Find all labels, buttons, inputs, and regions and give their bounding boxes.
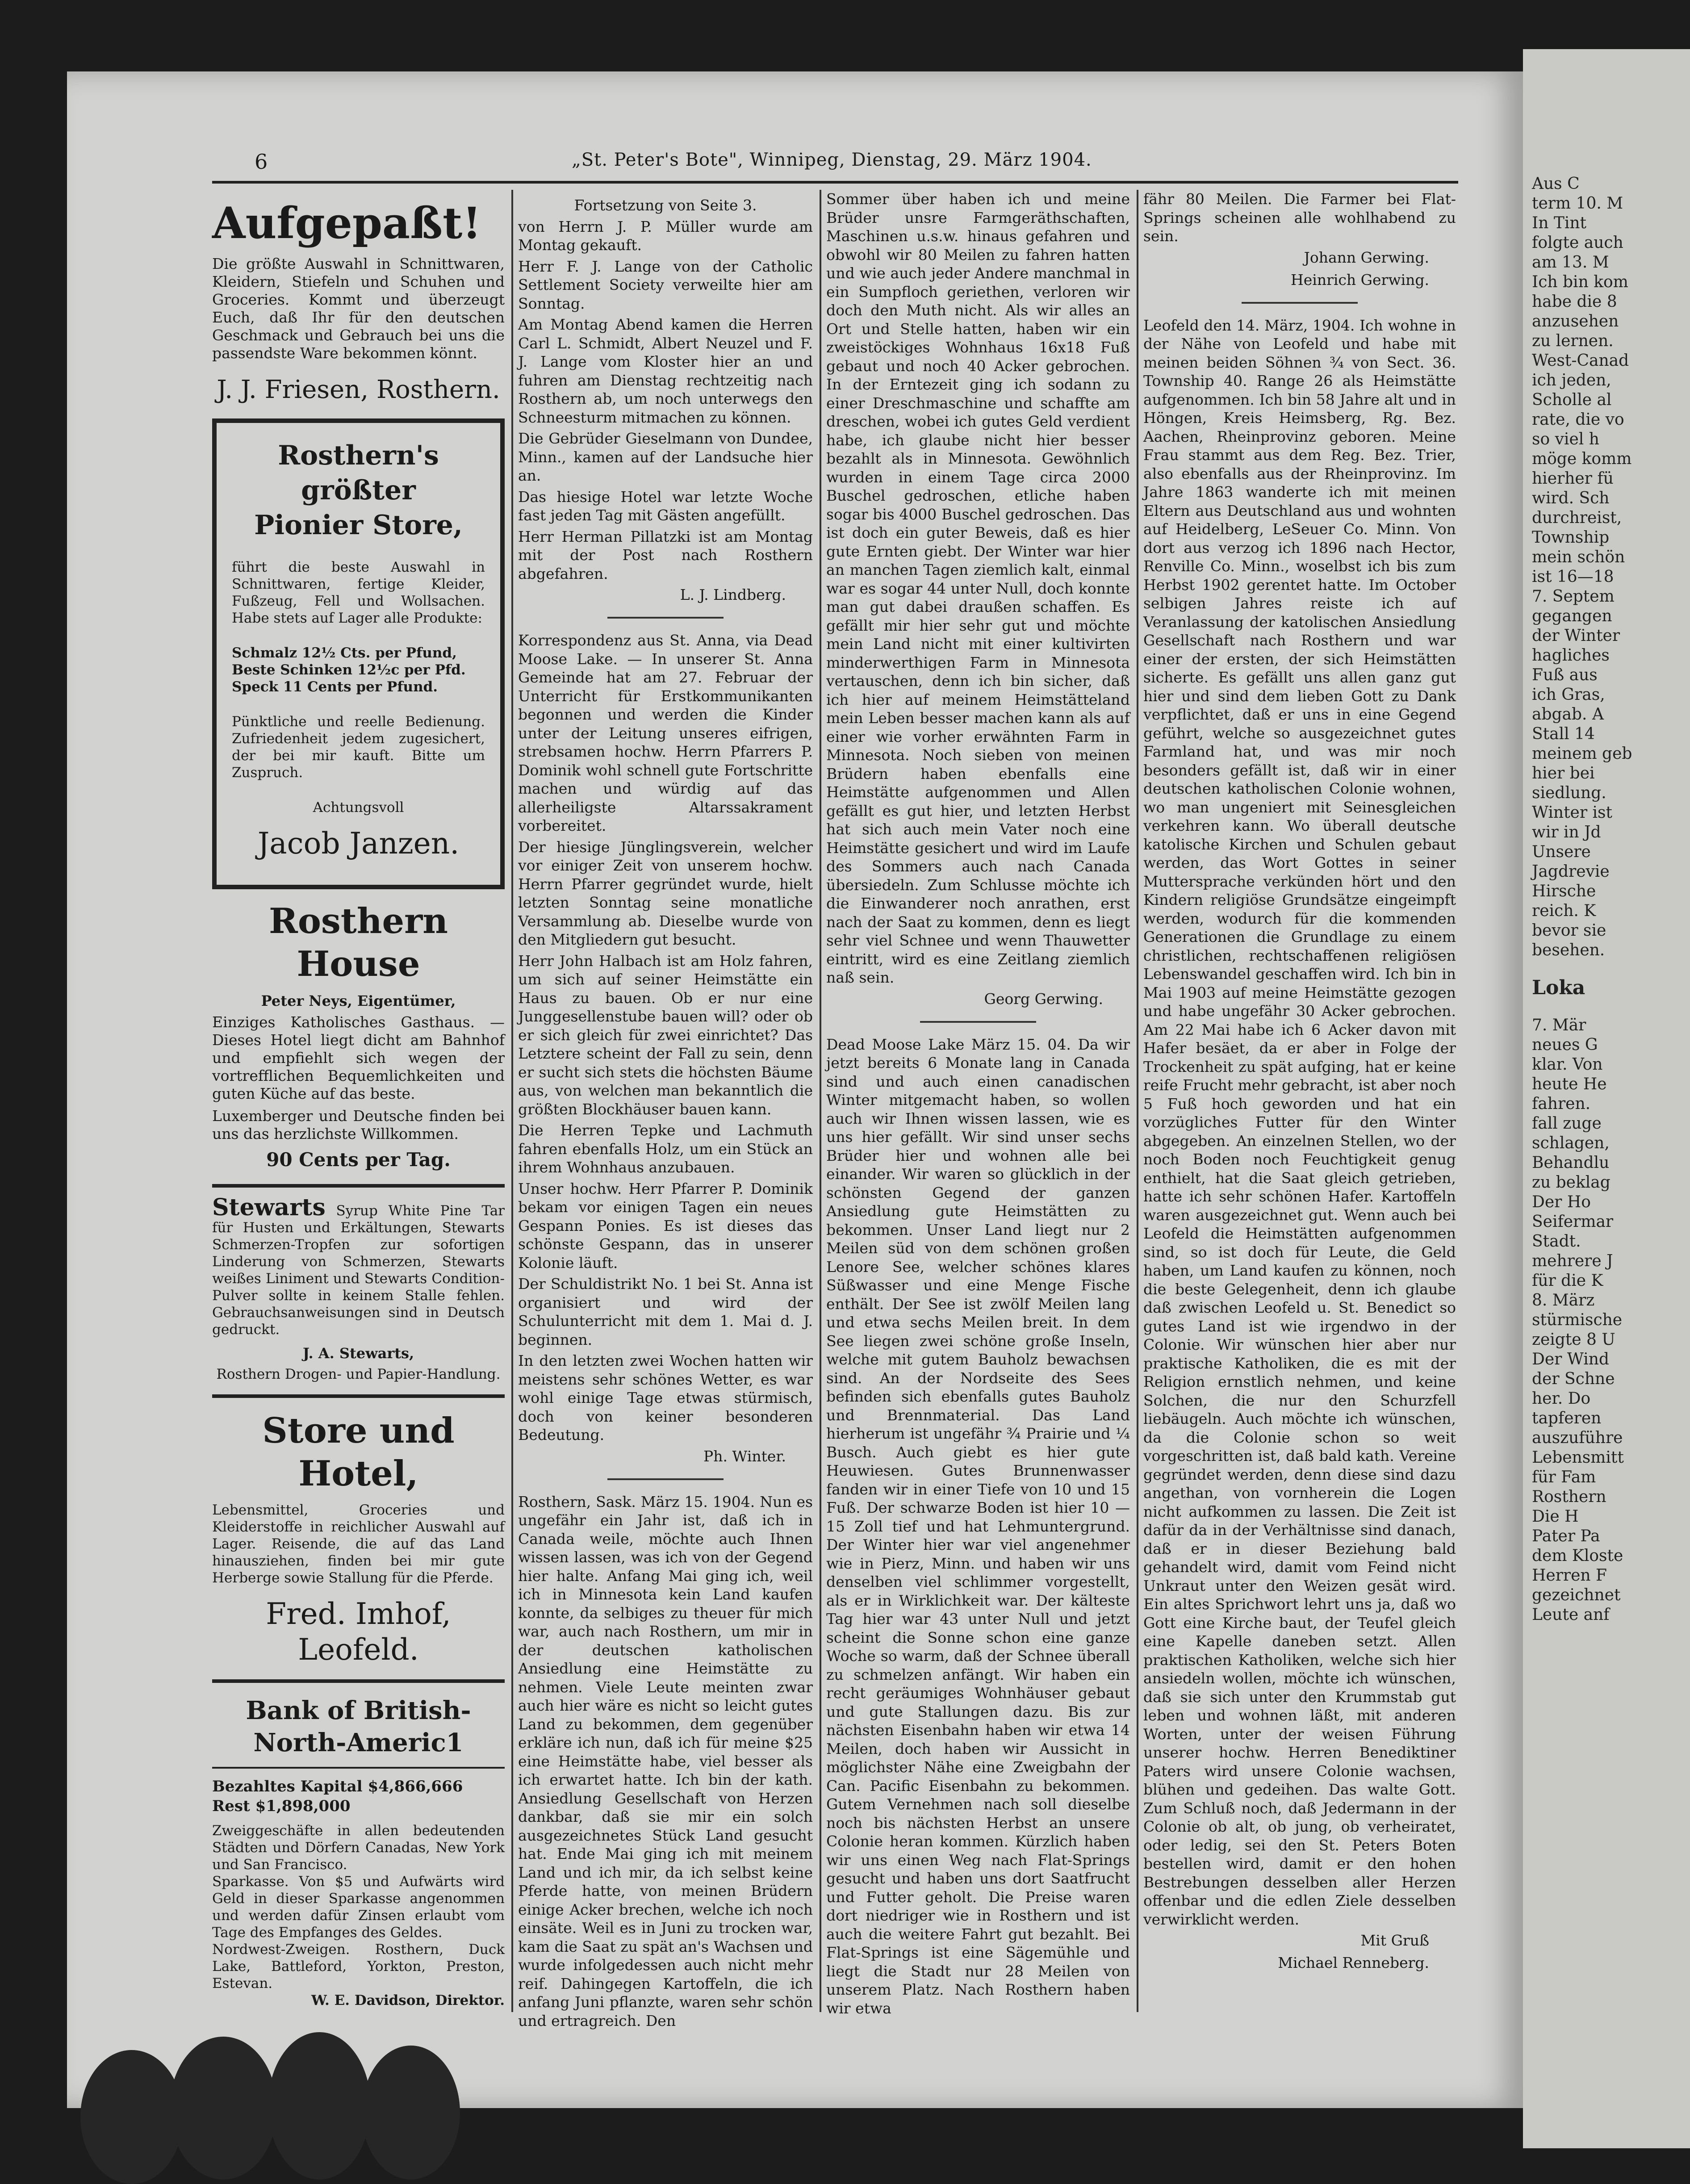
- edge-line: Stadt.: [1532, 1232, 1581, 1251]
- edge-line: heute He: [1532, 1075, 1607, 1093]
- edge-line: dem Kloste: [1532, 1547, 1623, 1565]
- edge-line: term 10. M: [1532, 194, 1623, 213]
- paragraph: Das hiesige Hotel war letzte Woche fast jeden Tag mit Gästen angefüllt.: [518, 488, 813, 524]
- paragraph: Dead Moose Lake März 15. 04. Da wir jetzt bereits 6 Monate lang in Canada sind und auch einen canadischen Winter mitgemacht haben, so wollen auch wir Ihnen wissen lassen, wie es uns hier gefällt. Wir sind unser sechs Brüder hier und wohnen alle bei einander. Wir waren so glücklich in der schönsten Gegend der ganzen Ansiedlung gute Heimstätten zu bekommen. Unser Land liegt nur 2 Meilen süd von dem schönen großen Lenore See, welcher schönes klares Süßwasser und eine Menge Fische enthält. Der See ist zwölf Meilen lang und etwa sechs Meilen breit. In dem See liegen zwei schöne große Inseln, welche mit gutem Bauholz bewachsen sind. An der Nordseite des Sees befinden sich ebenfalls gutes Bauholz und Brennmaterial. Das Land hierherum ist ungefähr ¾ Prairie und ¼ Busch. Auch giebt es hier gute Heuwiesen. Gutes Brunnenwasser fanden wir in einer Tiefe von 10 und 15 Fuß. Der schwarze Boden ist hier 10 — 15 Zoll tief und hat Lehmuntergrund. Der Winter hier war viel angenehmer wie in Pierz, Minn. und haben wir uns denselben viel schlimmer vorgestellt, als er in Wirklichkeit war. Der kälteste Tag hier war 43 unter Null und jetzt scheint die Sonne schon eine ganze Woche so warm, daß der Schnee überall zu schmelzen anfängt. Wir haben ein recht geräumiges Wohnhäuser gebaut und gute Stallungen dazu. Bis zur nächsten Eisenbahn haben wir etwa 14 Meilen, doch haben wir Aussicht in möglichster Nähe eine Zweigbahn der Can. Pacific Eisenbahn zu bekommen. Gutem Vernehmen nach soll dieselbe noch bis nächsten Herbst an unsere Colonie heran kommen. Kürzlich haben wir uns einen Weg nach Flat-Springs gesucht und haben uns dort Saatfrucht und Futter geholt. Die Preise waren dort niedriger wie in Rosthern und ist auch die weitere Fahrt gut bezahlt. Bei Flat-Springs ist eine Sägemühle und liegt die Stadt nur 28 Meilen von unserem Platz. Nach Rosthern haben wir etwa: [826, 1035, 1130, 2017]
- continued-note: Fortsetzung von Seite 3.: [574, 197, 757, 214]
- article-signature: Heinrich Gerwing.: [1290, 271, 1429, 289]
- edge-line: klar. Von: [1532, 1055, 1603, 1074]
- edge-line: Scholle al: [1532, 391, 1612, 409]
- edge-line: zu lernen.: [1532, 332, 1614, 350]
- edge-line: bevor sie: [1532, 921, 1606, 940]
- article-separator: [1242, 302, 1358, 304]
- ad-regards: Achtungsvoll: [313, 799, 404, 816]
- ad-body: Die größte Auswahl in Schnittwaren, Kleidern, Stiefeln und Schuhen und Groceries. Kommt und überzeugt Euch, daß Ihr für den deutschen Geschmack und Gebrauch bei uns die passendste Ware bekommen könnt.: [212, 255, 505, 362]
- edge-line: ich Gras,: [1532, 686, 1605, 704]
- ad-body: Pünktliche und reelle Bedienung. Zufriedenheit jedem zugesichert, der bei mir kauft. Bitte um Zuspruch.: [232, 714, 485, 781]
- ad-signature: J. A. Stewarts,: [302, 1345, 414, 1362]
- edge-line: rate, die vo: [1532, 410, 1624, 429]
- edge-heading: Loka: [1532, 976, 1585, 999]
- paragraph: von Herrn J. P. Müller wurde am Montag gekauft.: [518, 218, 813, 254]
- ad-title: Store und Hotel,: [262, 1410, 455, 1494]
- edge-line: Winter ist: [1532, 803, 1612, 822]
- bank-rest: [212, 1796, 505, 1816]
- paragraph: Der Schuldistrikt No. 1 bei St. Anna ist organisiert und wird der Schulunterricht mit dem 1. Mai d. J. beginnen.: [518, 1275, 813, 1348]
- edge-line: siedlung.: [1532, 784, 1606, 802]
- ad-body: Sparkasse. Von $5 und Aufwärts wird Geld in dieser Sparkasse angenommen und werden dafür Zinsen erlaubt vom Tage des Empfanges des Geldes.: [212, 1874, 505, 1941]
- edge-line: auszuführe: [1532, 1429, 1623, 1447]
- edge-line: meinem geb: [1532, 745, 1632, 763]
- paragraph: Unser hochw. Herr Pfarrer P. Dominik bekam vor einigen Tagen ein neues Gespann Ponies. Es ist dieses das schönste Gespann, das in unserer Kolonie läuft.: [518, 1180, 813, 1272]
- ad-signature: Fred. Imhof, Leofeld.: [266, 1597, 451, 1667]
- edge-line: wir in Jd: [1532, 823, 1601, 841]
- edge-line: hier bei: [1532, 764, 1595, 782]
- edge-line: Der Wind: [1532, 1350, 1609, 1368]
- advertisement-column: [212, 190, 505, 2008]
- news-column-2: [518, 190, 813, 2029]
- article-signature: Ph. Winter.: [703, 1447, 786, 1465]
- edge-line: Behandlu: [1532, 1154, 1610, 1172]
- ad-signature: Rosthern Drogen- und Papier-Handlung.: [216, 1366, 501, 1382]
- edge-line: Fuß aus: [1532, 666, 1598, 684]
- edge-line: für die K: [1532, 1272, 1603, 1290]
- edge-line: stürmische: [1532, 1311, 1623, 1329]
- finger-shape: [268, 2032, 371, 2180]
- column-divider: [820, 190, 821, 2012]
- edge-line: 7. Mär: [1532, 1016, 1586, 1034]
- edge-line: her. Do: [1532, 1389, 1591, 1408]
- ad-title: Bank of British-North-Americ1: [246, 1696, 471, 1757]
- ad-signature: W. E. Davidson, Direktor.: [311, 1992, 505, 2008]
- bank-capital-value: $4,866,666: [368, 1778, 463, 1795]
- ad-divider: [212, 1767, 505, 1769]
- article-signature: L. J. Lindberg.: [680, 586, 786, 603]
- ad-divider: [212, 1679, 505, 1683]
- edge-line: zu beklag: [1532, 1173, 1611, 1192]
- ad-title: Rosthern's: [278, 440, 439, 471]
- ad-price: Beste Schinken 12½c per Pfd.: [232, 662, 466, 678]
- edge-line: ich jeden,: [1532, 371, 1611, 389]
- edge-line: abgab. A: [1532, 705, 1604, 724]
- header-rule: [212, 181, 1458, 184]
- edge-line: Rosthern: [1532, 1488, 1606, 1506]
- edge-line: durchreist,: [1532, 509, 1622, 527]
- edge-line: tapferen: [1532, 1409, 1602, 1427]
- finger-shape: [170, 2037, 277, 2180]
- ad-title: Pionier Store,: [254, 510, 463, 541]
- edge-line: neues G: [1532, 1036, 1598, 1054]
- paragraph: In den letzten zwei Wochen hatten wir meistens sehr schönes Wetter, es war wohl einige Tage etwas stürmisch, doch von keiner besonderen Bedeutung.: [518, 1352, 813, 1443]
- ad-price: 90 Cents per Tag.: [266, 1149, 451, 1171]
- paragraph: fähr 80 Meilen. Die Farmer bei Flat-Springs scheinen alle wohlhabend zu sein.: [1143, 190, 1456, 245]
- ad-body: [212, 1194, 505, 1338]
- article-greeting: Mit Gruß: [1360, 1932, 1429, 1949]
- bank-capital-label: Bezahltes Kapital: [212, 1778, 363, 1795]
- ad-divider: [212, 1394, 505, 1398]
- ad-title: größter: [301, 475, 416, 506]
- ad-body: Lebensmittel, Groceries und Kleiderstoffe in reichlicher Auswahl auf Lager. Reisende, die auf das Land hinausziehen, finden bei mir gute Herberge sowie Stallung für die Pferde.: [212, 1502, 505, 1586]
- article-separator: [607, 617, 724, 619]
- edge-line: habe die 8: [1532, 293, 1617, 311]
- edge-line: gezeichnet: [1532, 1586, 1621, 1604]
- edge-line: fahren.: [1532, 1095, 1591, 1113]
- ad-headline: Aufgepaßt!: [212, 198, 481, 248]
- paragraph: Herr Herman Pillatzki ist am Montag mit der Post nach Rosthern abgefahren.: [518, 527, 813, 582]
- ad-rosthern-house: [212, 900, 505, 1172]
- edge-line: Leute anf: [1532, 1606, 1610, 1624]
- ad-divider: [212, 1184, 505, 1188]
- article-signature: Johann Gerwing.: [1304, 248, 1429, 266]
- paragraph: Leofeld den 14. März, 1904. Ich wohne in der Nähe von Leofeld und habe mit meinen beiden Söhnen ¾ von Sect. 36. Township 40. Range 26 als Heimstätte aufgenommen. Ich bin 58 Jahre alt und in Höngen, Kreis Heimsberg, Rg. Bez. Aachen, Rheinprovinz geboren. Meine Frau stammt aus dem Reg. Bez. Trier, also ebenfalls aus der Rheinprovinz. Im Jahre 1863 wanderte ich mit meinen Eltern aus Deutschland aus und wohnten auf Heidelberg, LeSeuer Co. Minn. Von dort aus verzog ich 1896 nach Hector, Renville Co. Minn., woselbst ich bis zum Herbst 1902 gerentet hatte. Im October selbigen Jahres reiste ich auf Veranlassung der katolischen Ansiedlung Gesellschaft nach Rosthern und war einer der ersten, der sich Heimstätten sicherte. Es gefällt uns allen ganz gut hier und sind dem lieben Gott zu Dank verpflichtet, daß er uns in eine Gegend geführt, welche so ausgezeichnet gutes Farmland hat, und was mir noch besonders gefällt ist, daß wir in einer deutschen katholischen Colonie wohnen, wo man ungeniert mit Seinesgleichen verkehren kann. Wo überall deutsche katolische Kirchen und Schulen gebaut werden, das Wort Gottes in seiner Muttersprache verkünden hört und den Kindern religiöse Grundsätze eingeimpft werden, wodurch für die kommenden Generationen die Grundlage zu einem christlichen, rechtschaffenen religiösen Lebenswandel geschaffen wird. Ich bin in Mai 1903 auf meine Heimstätte gezogen und habe ungefähr 30 Acker gebrochen. Am 22 Mai habe ich 6 Acker davon mit Hafer besäet, da er aber in Folge der Trockenheit zu spät aufging, hat er keine reife Frucht mehr gebracht, ist aber noch 5 Fuß hoch geworden und hat ein vorzügliches Futter für den Winter abgegeben. An einzelnen Stellen, wo der noch Boden noch Feuchtigkeit genug enthielt, hat die Saat gleich getrieben, hatte ich sehr schönen Hafer. Kartoffeln waren ausgezeichnet gut. Wenn auch bei Leofeld die Heimstätten aufgenommen sind, so ist doch für Leute, die Geld haben, um Land kaufen zu können, noch die beste Gelegenheit, denn ich glaube daß zwischen Leofeld u. St. Benedict so gutes Land ist wie irgendwo in der Colonie. Wir wünschen hier aber nur praktische Katholiken, die es mit der Religion ernstlich nehmen, und keine Solchen, die nur den Schurzfell liebäugeln. Auch möchte ich wünschen, da die Colonie schon so weit vorgeschritten ist, daß bald kath. Vereine gegründet werden, denn diese sind dazu angethan, von vornherein die Logen nicht aufkommen zu lassen. Die Zeit ist dafür da in der Verhältnisse sind danach, daß er in dieser Beziehung bald gehandelt wird, damit vom Feind nicht Unkraut unter den Weizen gesät wird. Ein altes Sprichwort lehrt uns ja, daß wo Gott eine Kirche baut, der Teufel gleich eine Kapelle daneben setzt. Allen praktischen Katholiken, welche sich hier ansiedeln wollen, möchte ich wünschen, daß sie sich unter den Krummstab gut leben und wohnen läßt, mit anderen Worten, unter der weisen Führung unserer hochw. Herren Benediktiner Paters wird unsere Colonie wachsen, blühen und gedeihen. Das walte Gott. Zum Schluß noch, daß Jedermann in der Colonie ob alt, ob jung, ob verheiratet, oder ledig, sei den St. Peters Boten bestellen wird, damit er den hohen Bestrebungen desselben aller Herzen offenbar und die edlen Ziele desselben verwirklicht werden.: [1143, 316, 1456, 1928]
- ad-body: Nordwest-Zweigen. Rosthern, Duck Lake, Battleford, Yorkton, Preston, Estevan.: [212, 1941, 505, 1992]
- news-column-3: [826, 190, 1130, 2017]
- edge-line: Seifermar: [1532, 1213, 1614, 1231]
- edge-line: Pater Pa: [1532, 1527, 1600, 1545]
- page-number: 6: [255, 150, 268, 174]
- edge-line: schlagen,: [1532, 1134, 1610, 1152]
- paragraph: Die Gebrüder Gieselmann von Dundee, Minn., kamen auf der Landsuche hier an.: [518, 430, 813, 484]
- ad-body: führt die beste Auswahl in Schnittwaren, fertige Kleider, Fußzeug, Fell und Wollsachen. Habe stets auf Lager alle Produkte:: [232, 559, 485, 626]
- paragraph: Korrespondenz aus St. Anna, via Dead Moose Lake. — In unserer St. Anna Gemeinde hat am 27. Februar der Unterricht für Erstkommunikanten begonnen und werden die Kinder unter der Leitung unseres eifrigen, strebsamen hochw. Herrn Pfarrers P. Dominik wohl schnell gute Fortschritte machen und würdig auf das allerheiligste Altarssakrament vorbereitet.: [518, 632, 813, 834]
- edge-line: reich. K: [1532, 902, 1596, 920]
- edge-line: Ich bin kom: [1532, 273, 1628, 291]
- ad-signature: J. J. Friesen, Rosthern.: [217, 375, 500, 404]
- ad-body: Einziges Katholisches Gasthaus. — Dieses Hotel liegt dicht am Bahnhof und empfiehlt sich wegen der vortrefflichen Bequemlichkeiten und guten Küche auf das beste.: [212, 1013, 505, 1102]
- edge-line: besehen.: [1532, 941, 1605, 959]
- edge-line: anzusehen: [1532, 312, 1619, 331]
- ad-headline: Stewarts: [212, 1194, 326, 1221]
- bank-rest-label: Rest: [212, 1797, 250, 1815]
- edge-line: so viel h: [1532, 430, 1599, 448]
- ad-pionier-store: [212, 418, 505, 889]
- edge-line: Unsere: [1532, 843, 1591, 861]
- column-divider: [511, 190, 513, 2012]
- article-separator: [920, 1021, 1036, 1023]
- ad-owner: Peter Neys, Eigentümer,: [261, 992, 456, 1009]
- paragraph: Sommer über haben ich und meine Brüder unsre Farmgeräthschaften, Maschinen u.s.w. hinaus gefahren und obwohl wir 80 Meilen zu fahren hatten und wie auch jeder Andere manchmal in ein Sumpfloch geriethen, verloren wir doch den Muth nicht. Als wir alles an Ort und Stelle hatten, haben wir ein zweistöckiges Wohnhaus 16x18 Fuß gebaut und noch 40 Acker gebrochen. In der Erntezeit ging ich sodann zu einer Dreschmaschine und schaffte am dreschen, wobei ich gutes Geld verdient habe, ich glaube nicht hier besser bezahlt als in Minnesota. Gewöhnlich wurden in einem Tage circa 2000 Buschel gedroschen, etliche haben sogar bis 4000 Buschel gedroschen. Das ist doch ein guter Beweis, daß es hier gute Ernten giebt. Der Winter war hier an manchen Tagen ziemlich kalt, einmal war es sogar 44 unter Null, doch konnte man gut dabei draußen schaffen. Es gefällt mir hier sehr gut und möchte mein Land nicht mit einer kultivirten minderwerthigen Farm in Minnesota vertauschen, denn ich bin sicher, daß ich hier auf meinem Heimstätteland mein Leben besser machen kann als auf einer wie vorher erwähnten Farm in Minnesota. Noch sieben von meinen Brüdern haben ebenfalls eine Heimstätte aufgenommen und Allen gefällt es gut hier, und letzten Herbst hat sich auch mein Vater noch eine Heimstätte gesichert und wird im Laufe des Sommers auch nach Canada übersiedeln. Zum Schlusse möchte ich die Einwanderer noch anrathen, erst nach der Saat zu kommen, denn es liegt sehr viel Schnee und wenn Thauwetter eintritt, wird es eine Zeitlang ziemlich naß sein.: [826, 190, 1130, 986]
- finger-shape: [362, 2046, 460, 2180]
- paragraph: Rosthern, Sask. März 15. 1904. Nun es ungefähr ein Jahr ist, daß ich in Canada weile, möchte auch Ihnen wissen lassen, was ich von der Gegend hier halte. Anfang Mai ging ich, weil ich in Minnesota kein Land kaufen konnte, da selbiges zu theuer für mich war, auch nach Rosthern, um mir in der deutschen katholischen Ansiedlung eine Heimstätte zu nehmen. Viele Leute meinten zwar auch hier wäre es nicht so leicht gutes Land zu bekommen, dem gegenüber erkläre ich nun, daß ich für meine $25 eine Heimstätte habe, viel besser als ich erwartet hatte. Ich bin der kath. Ansiedlung Gesellschaft von Herzen dankbar, daß sie mir ein solch ausgezeichnetes Stück Land gesucht hat. Ende Mai ging ich mit meinem Land und ich mir, da ich selbst keine Pferde hatte, von meinen Brüdern einige Acker brechen, welche ich noch einsäte. Weil es in Juni zu trocken war, kam die Saat zu spät an's Wachsen und wurde infolgedessen auch nicht mehr reif. Dahingegen Kartoffeln, die ich anfang Juni pflanzte, waren sehr schön und ertragreich. Den: [518, 1493, 813, 2029]
- bank-capital: [212, 1777, 505, 1796]
- ad-price: Schmalz 12½ Cts. per Pfund,: [232, 645, 457, 661]
- bank-rest-value: $1,898,000: [255, 1797, 351, 1815]
- edge-line: Lebensmitt: [1532, 1448, 1624, 1467]
- ad-store-hotel: [212, 1410, 505, 1668]
- running-header: „St. Peter's Bote", Winnipeg, Dienstag, 29. März 1904.: [572, 150, 1092, 170]
- finger-shape: [80, 2050, 183, 2184]
- article-signature: Georg Gerwing.: [984, 990, 1103, 1008]
- edge-line: hagliches: [1532, 646, 1610, 665]
- edge-line: möge komm: [1532, 450, 1632, 468]
- edge-line: 8. März: [1532, 1291, 1595, 1310]
- ad-stewarts: [212, 1194, 505, 1383]
- paragraph: Die Herren Tepke und Lachmuth fahren ebenfalls Holz, um ein Stück an ihrem Wohnhaus anzubauen.: [518, 1121, 813, 1176]
- edge-line: In Tint: [1532, 214, 1587, 232]
- edge-line: Jagdrevie: [1532, 862, 1610, 881]
- edge-line: für Fam: [1532, 1468, 1596, 1486]
- edge-line: ist 16—18: [1532, 568, 1614, 586]
- paragraph: Herr F. J. Lange von der Catholic Settlement Society verweilte hier am Sonntag.: [518, 257, 813, 312]
- edge-line: hierher fü: [1532, 469, 1614, 488]
- edge-line: wird. Sch: [1532, 489, 1610, 507]
- edge-line: der Schne: [1532, 1370, 1615, 1388]
- ad-signature: Jacob Janzen.: [257, 826, 460, 861]
- ad-bank: [212, 1694, 505, 2009]
- edge-line: mehrere J: [1532, 1252, 1613, 1270]
- edge-line: Die H: [1532, 1507, 1579, 1526]
- fingers-holding-page: [67, 1996, 558, 2170]
- edge-line: fall zuge: [1532, 1114, 1602, 1133]
- ad-body-text: Syrup White Pine Tar für Husten und Erkältungen, Stewarts Schmerzen-Tropfen zur sofortigen Linderung von Schmerzen, Stewarts weißes Liniment und Stewarts Condition-Pulver sollte in keinem Stalle fehlen. Gebrauchsanweisungen sind in Deutsch gedruckt.: [212, 1203, 505, 1338]
- edge-line: West-Canad: [1532, 351, 1629, 370]
- ad-aufgepasst: [212, 199, 505, 408]
- edge-line: Der Ho: [1532, 1193, 1591, 1211]
- edge-line: Herren F: [1532, 1566, 1607, 1585]
- edge-line: Hirsche: [1532, 882, 1596, 900]
- ad-title: Rosthern House: [269, 901, 448, 984]
- edge-line: Township: [1532, 528, 1610, 547]
- edge-line: zeigte 8 U: [1532, 1330, 1615, 1349]
- article-separator: [607, 1478, 724, 1480]
- ad-price: Speck 11 Cents per Pfund.: [232, 679, 438, 695]
- edge-line: der Winter: [1532, 627, 1620, 645]
- edge-line: folgte auch: [1532, 234, 1623, 252]
- edge-line: 7. Septem: [1532, 587, 1615, 606]
- adjacent-page-edge: [1523, 49, 1690, 2148]
- edge-line: Aus C: [1532, 175, 1580, 193]
- paragraph: Der hiesige Jünglingsverein, welcher vor einiger Zeit von unserem hochw. Herrn Pfarrer gegründet wurde, hielt letzten Sonntag seine monatliche Versammlung ab. Dieselbe wurde von den Mitgliedern gut besucht.: [518, 838, 813, 948]
- edge-line: mein schön: [1532, 548, 1625, 566]
- ad-body: Luxemberger und Deutsche finden bei uns das herzlichste Willkommen.: [212, 1107, 505, 1142]
- ad-body: Zweiggeschäfte in allen bedeutenden Städten und Dörfern Canadas, New York und San Francisco.: [212, 1823, 505, 1873]
- paragraph: Am Montag Abend kamen die Herren Carl L. Schmidt, Albert Neuzel und F. J. Lange vom Kloster hier an und fuhren am Dienstag rechtzeitig nach Rosthern ab, um noch unterwegs den Schneesturm mitmachen zu können.: [518, 316, 813, 426]
- news-column-4: [1143, 190, 1456, 2003]
- paragraph: Herr John Halbach ist am Holz fahren, um sich auf seiner Heimstätte ein Haus zu bauen. Ob er nur eine Junggesellenstube bauen will? oder ob er sich gleich für zwei einrichtet? Das Letztere scheint der Fall zu sein, denn er sucht sich stets die höchsten Bäume aus, von welchen man bekanntlich die größten Blockhäuser bauen kann.: [518, 952, 813, 1118]
- column-divider: [1137, 190, 1138, 2012]
- edge-line: am 13. M: [1532, 253, 1609, 272]
- edge-line: Stall 14: [1532, 725, 1595, 743]
- article-signature: Michael Renneberg.: [1278, 1954, 1429, 1971]
- edge-line: gegangen: [1532, 607, 1612, 625]
